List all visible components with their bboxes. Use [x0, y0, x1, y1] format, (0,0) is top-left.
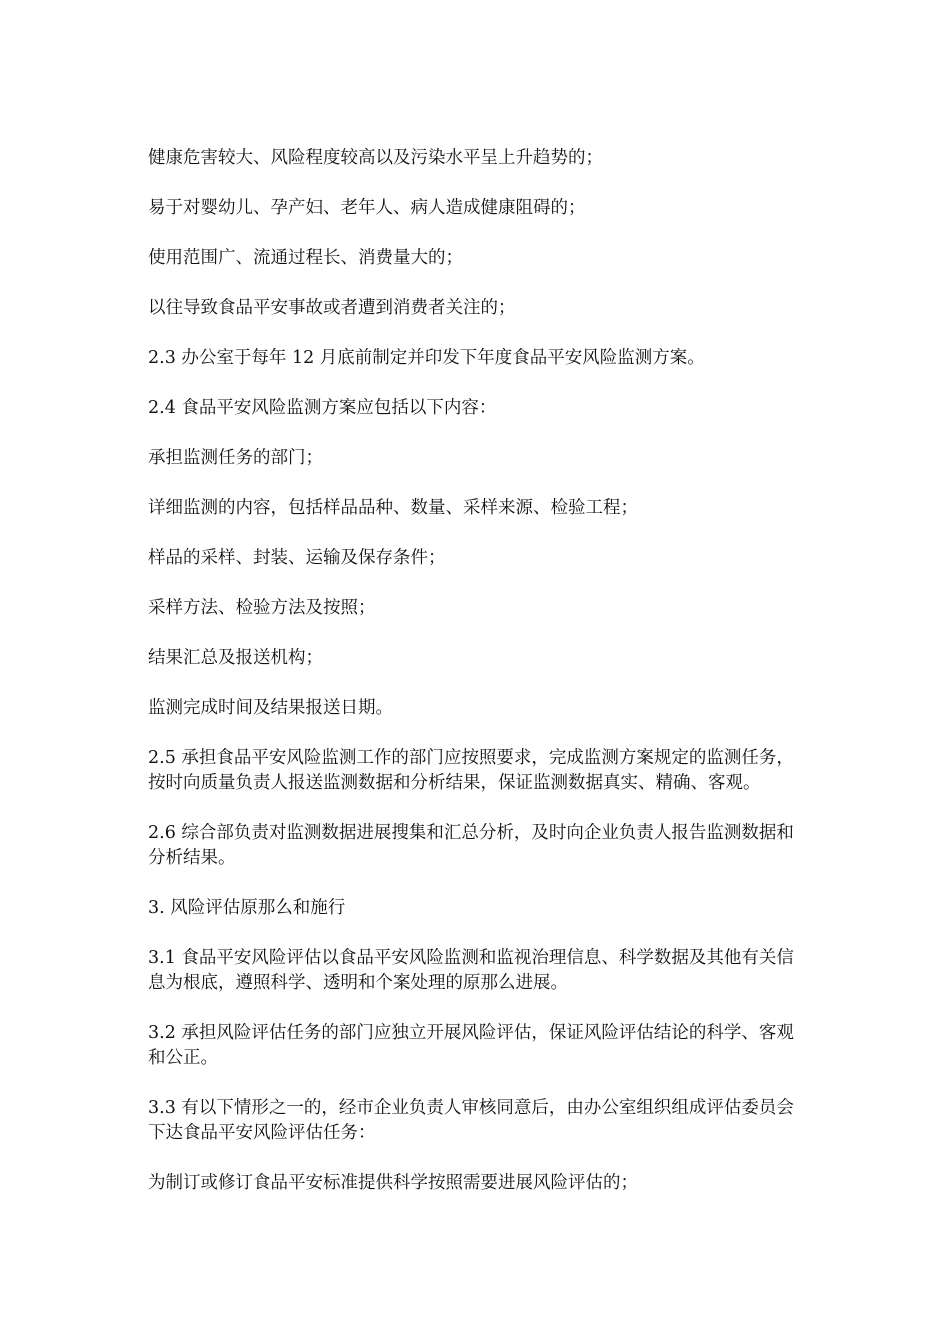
paragraph-2-6: 2.6 综合部负责对监测数据进展搜集和汇总分析，及时向企业负责人报告监测数据和分析结果。 [148, 823, 794, 868]
paragraph-3-1: 3.1 食品平安风险评估以食品平安风险监测和监视治理信息、科学数据及其他有关信息为根底，遵照科学、透明和个案处理的原那么进展。 [148, 948, 794, 993]
paragraph-2-3: 2.3 办公室于每年 12 月底前制定并印发下年度食品平安风险监测方案。 [148, 348, 705, 368]
paragraph-risk-high-hazard: 健康危害较大、风险程度较高以及污染水平呈上升趋势的； [148, 148, 603, 168]
document-body [148, 146, 808, 1221]
paragraph-methods: 采样方法、检验方法及按照； [148, 598, 376, 618]
paragraph-past-incidents: 以往导致食品平安事故或者遭到消费者关注的； [148, 298, 516, 318]
section-heading-3: 3. 风险评估原那么和施行 [148, 898, 346, 918]
paragraph-2-4: 2.4 食品平安风险监测方案应包括以下内容： [148, 398, 497, 418]
paragraph-sampling-conditions: 样品的采样、封装、运输及保存条件； [148, 548, 446, 568]
paragraph-3-3: 3.3 有以下情形之一的，经市企业负责人审核同意后，由办公室组织组成评估委员会下达食品平安风险评估任务： [148, 1098, 794, 1143]
paragraph-monitoring-content: 详细监测的内容，包括样品品种、数量、采样来源、检验工程； [148, 498, 638, 518]
paragraph-completion-time: 监测完成时间及结果报送日期。 [148, 698, 393, 718]
paragraph-reporting-agency: 结果汇总及报送机构； [148, 648, 323, 668]
paragraph-3-2: 3.2 承担风险评估任务的部门应独立开展风险评估，保证风险评估结论的科学、客观和公正。 [148, 1023, 794, 1068]
paragraph-wide-usage: 使用范围广、流通过程长、消费量大的； [148, 248, 463, 268]
paragraph-vulnerable-groups: 易于对婴幼儿、孕产妇、老年人、病人造成健康阻碍的； [148, 198, 586, 218]
paragraph-standards-basis: 为制订或修订食品平安标准提供科学按照需要进展风险评估的； [148, 1173, 638, 1193]
paragraph-monitoring-dept: 承担监测任务的部门； [148, 448, 323, 468]
paragraph-2-5: 2.5 承担食品平安风险监测工作的部门应按照要求，完成监测方案规定的监测任务，按时向质量负责人报送监测数据和分析结果，保证监测数据真实、精确、客观。 [148, 748, 794, 793]
